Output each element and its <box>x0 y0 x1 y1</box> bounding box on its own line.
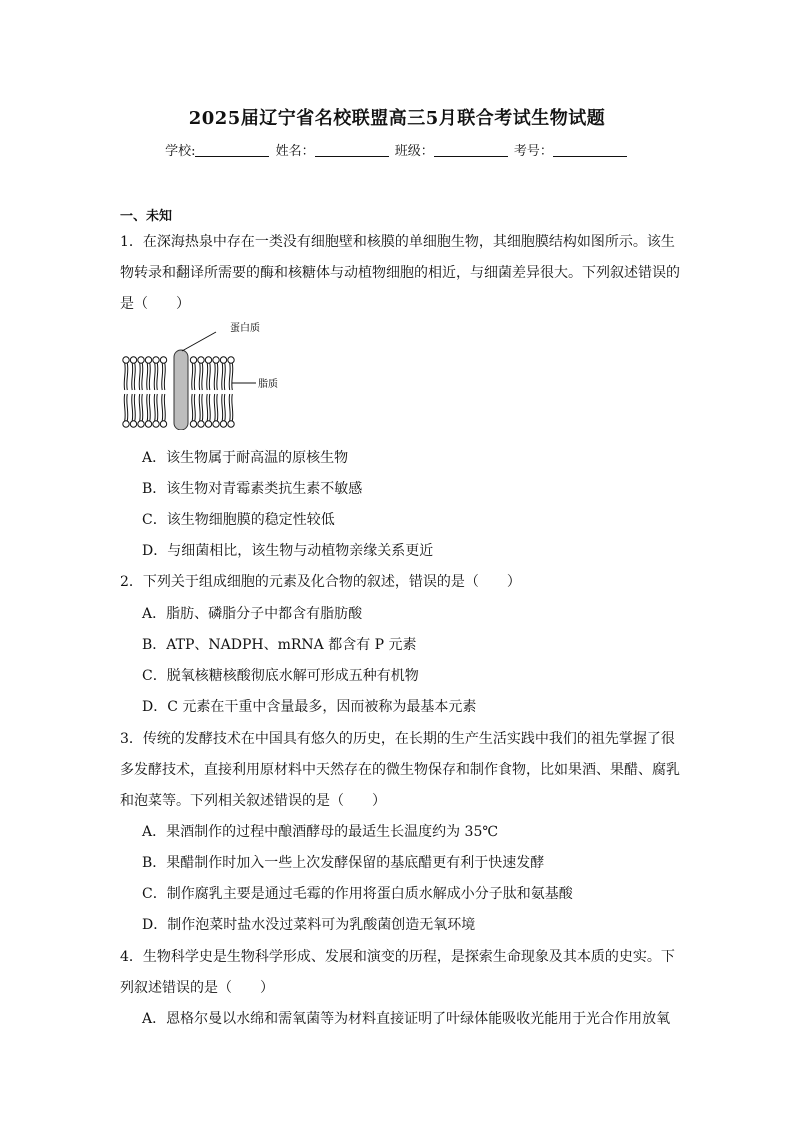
lipid-tail <box>224 394 225 421</box>
lipid-tail <box>214 363 215 390</box>
lipid-tail <box>199 363 200 390</box>
lipid-tail <box>154 394 155 421</box>
name-label: 姓名： <box>275 144 315 159</box>
lipid-head <box>190 421 196 427</box>
lipid-tail <box>149 363 150 390</box>
lipid-head <box>123 421 129 427</box>
lipid-tail <box>194 363 195 390</box>
question-2-line-1: 2．下列关于组成细胞的元素及化合物的叙述，错误的是（ ） <box>120 574 521 590</box>
lipid-head <box>198 421 204 427</box>
lipid-tail <box>209 363 210 390</box>
cell-membrane-diagram <box>120 320 290 430</box>
transmembrane-protein <box>174 350 188 430</box>
lipid-head <box>213 421 219 427</box>
lipid-head <box>160 421 166 427</box>
lipid-tail <box>202 394 203 421</box>
question-2-option-b: B．ATP、NADPH、mRNA 都含有 P 元素 <box>142 637 417 653</box>
school-blank <box>195 144 269 157</box>
lipid-tail <box>157 363 158 390</box>
lipid-head <box>228 357 234 363</box>
lipid-head <box>153 357 159 363</box>
question-1-option-a: A．该生物属于耐高温的原核生物 <box>142 450 349 466</box>
question-3-line-1: 3．传统的发酵技术在中国具有悠久的历史，在长期的生产生活实践中我们的祖先掌握了很 <box>120 731 675 747</box>
lipid-tail <box>222 363 223 390</box>
class-label: 班级： <box>394 144 434 159</box>
question-4-option-a: A．恩格尔曼以水绵和需氧菌等为材料直接证明了叶绿体能吸收光能用于光合作用放氧 <box>142 1011 671 1027</box>
lipid-tail <box>142 394 143 421</box>
lipid-tail <box>164 363 165 390</box>
question-1-line-2: 物转录和翻译所需要的酶和核糖体与动植物细胞的相近，与细菌差异很大。下列叙述错误的 <box>120 265 680 281</box>
lipid-tail <box>162 363 163 390</box>
lipid-tail <box>209 394 210 421</box>
lipid-tail <box>217 363 218 390</box>
exam-number-blank <box>553 144 627 157</box>
question-3-option-a: A．果酒制作的过程中酿酒酵母的最适生长温度约为 35℃ <box>142 824 499 840</box>
lipid-tail <box>147 363 148 390</box>
lipid-tail <box>232 394 233 421</box>
lipid-head <box>190 357 196 363</box>
lipid-tail <box>124 394 125 421</box>
lipid-head <box>145 357 151 363</box>
lipid-head <box>228 421 234 427</box>
lipid-tail <box>132 394 133 421</box>
lipid-tail <box>202 363 203 390</box>
lipid-tail <box>222 394 223 421</box>
lipid-tail <box>139 394 140 421</box>
question-1-option-b: B．该生物对青霉素类抗生素不敏感 <box>142 481 363 497</box>
lipid-head <box>160 357 166 363</box>
question-3-line-2: 多发酵技术，直接利用原材料中天然存在的微生物保存和制作食物，比如果酒、果醋、腐乳 <box>120 762 680 778</box>
question-1-line-1: 1．在深海热泉中存在一类没有细胞壁和核膜的单细胞生物，其细胞膜结构如图所示。该生 <box>120 234 675 250</box>
lipid-tail <box>232 363 233 390</box>
lipid-head <box>138 421 144 427</box>
lipid-tail <box>192 394 193 421</box>
lipid-tail <box>229 394 230 421</box>
lipid-head <box>205 421 211 427</box>
question-1-option-c: C．该生物细胞膜的稳定性较低 <box>142 512 335 528</box>
class-blank <box>434 144 508 157</box>
lipid-tail <box>164 394 165 421</box>
lipid-tail <box>127 363 128 390</box>
section-heading: 一、未知 <box>120 209 173 224</box>
lipid-head <box>130 421 136 427</box>
lipid-tail <box>207 394 208 421</box>
lipid-head <box>145 421 151 427</box>
question-4-line-2: 列叙述错误的是（ ） <box>120 980 274 996</box>
lipid-tail <box>134 394 135 421</box>
question-2-option-a: A．脂肪、磷脂分子中都含有脂肪酸 <box>142 606 363 622</box>
lipid-head <box>153 421 159 427</box>
lipid-head <box>138 357 144 363</box>
protein-pointer-line <box>182 332 216 351</box>
question-3-option-d: D．制作泡菜时盐水没过菜料可为乳酸菌创造无氧环境 <box>142 917 476 933</box>
lipid-tail <box>134 363 135 390</box>
lipid-tail <box>132 363 133 390</box>
lipid-head <box>205 357 211 363</box>
lipid-tail <box>139 363 140 390</box>
lipid-tail <box>214 394 215 421</box>
lipid-head <box>220 421 226 427</box>
student-info-row <box>0 140 794 159</box>
question-2-option-c: C．脱氧核糖核酸彻底水解可形成五种有机物 <box>142 668 419 684</box>
lipid-tail <box>194 394 195 421</box>
question-3-option-c: C．制作腐乳主要是通过毛霉的作用将蛋白质水解成小分子肽和氨基酸 <box>142 886 573 902</box>
lipid-tail <box>224 363 225 390</box>
lipid-tail <box>199 394 200 421</box>
question-3-line-3: 和泡菜等。下列相关叙述错误的是（ ） <box>120 793 386 809</box>
lipid-tail <box>217 394 218 421</box>
lipid-label: 脂质 <box>258 379 278 390</box>
lipid-tail <box>162 394 163 421</box>
lipid-tail <box>154 363 155 390</box>
protein-label: 蛋白质 <box>230 323 260 334</box>
lipid-tail <box>124 363 125 390</box>
lipid-head <box>198 357 204 363</box>
lipid-tail <box>229 363 230 390</box>
lipid-tail <box>142 363 143 390</box>
lipid-tail <box>127 394 128 421</box>
exam-number-label: 考号： <box>513 144 553 159</box>
lipid-head <box>130 357 136 363</box>
lipid-head <box>123 357 129 363</box>
cell-membrane-figure <box>120 320 290 430</box>
name-blank <box>315 144 389 157</box>
question-3-option-b: B．果醋制作时加入一些上次发酵保留的基底醋更有利于快速发酵 <box>142 855 545 871</box>
lipid-tail <box>149 394 150 421</box>
lipid-tail <box>207 363 208 390</box>
question-4-line-1: 4．生物科学史是生物科学形成、发展和演变的历程，是探索生命现象及其本质的史实。下 <box>120 949 675 965</box>
question-2-option-d: D．C 元素在干重中含量最多，因而被称为最基本元素 <box>142 699 477 715</box>
school-label: 学校: <box>165 144 196 159</box>
page-title: 2025届辽宁省名校联盟高三5月联合考试生物试题 <box>188 108 606 129</box>
lipid-head <box>213 357 219 363</box>
lipid-tail <box>157 394 158 421</box>
question-1-line-3: 是（ ） <box>120 296 190 312</box>
lipid-head <box>220 357 226 363</box>
lipid-tail <box>192 363 193 390</box>
question-1-option-d: D．与细菌相比，该生物与动植物亲缘关系更近 <box>142 543 434 559</box>
lipid-tail <box>147 394 148 421</box>
